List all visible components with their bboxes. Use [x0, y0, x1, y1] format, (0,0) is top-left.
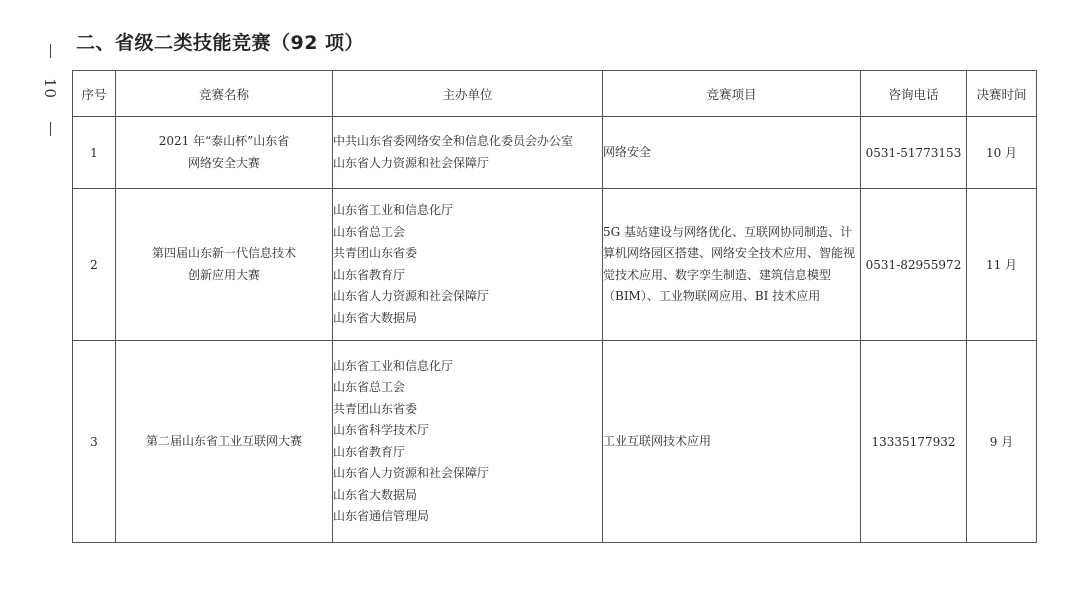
organizer-item: 山东省教育厅	[333, 267, 406, 282]
organizer-item: 中共山东省委网络安全和信息化委员会办公室	[333, 134, 574, 148]
header-name: 竞赛名称	[116, 71, 333, 117]
page-number: 10	[41, 78, 59, 100]
organizer-item: 山东省科学技术厅	[333, 423, 430, 437]
organizer-item: 山东省大数据局	[333, 487, 418, 502]
organizer-item: 共青团山东省委	[333, 246, 418, 260]
organizer-item: 山东省总工会	[333, 380, 406, 394]
row-no: 1	[73, 117, 116, 189]
page-number-margin	[40, 44, 60, 164]
row-organizers	[333, 189, 603, 341]
row-name-line: 创新应用大赛	[187, 267, 260, 282]
table-row	[73, 341, 1037, 543]
competition-table	[72, 70, 1037, 543]
header-organizer: 主办单位	[333, 71, 603, 117]
row-final-time: 11 月	[967, 189, 1037, 341]
table-row	[73, 117, 1037, 189]
row-items: 网络安全	[603, 117, 861, 189]
page-number-dash-top	[50, 44, 51, 58]
row-items: 5G 基站建设与网络优化、互联网协同制造、计算机网络园区搭建、网络安全技术应用、智能视觉技术应用、数字孪生制造、建筑信息模型（BIM）、工业物联网应用、BI 技术应用	[603, 189, 861, 341]
row-name	[116, 117, 333, 189]
row-phone: 13335177932	[861, 341, 967, 543]
row-no: 2	[73, 189, 116, 341]
row-name	[116, 189, 333, 341]
organizer-item: 山东省人力资源和社会保障厅	[333, 155, 490, 170]
row-items: 工业互联网技术应用	[603, 341, 861, 543]
row-organizers	[333, 117, 603, 189]
organizer-item: 山东省工业和信息化厅	[333, 203, 454, 217]
row-name-line: 第二届山东省工业互联网大赛	[145, 433, 302, 448]
organizer-item: 山东省教育厅	[333, 444, 406, 459]
organizer-item: 共青团山东省委	[333, 401, 418, 416]
row-final-time: 9 月	[967, 341, 1037, 543]
table-header-row	[73, 71, 1037, 117]
organizer-item: 山东省人力资源和社会保障厅	[333, 289, 490, 303]
row-no: 3	[73, 341, 116, 543]
section-title: 二、省级二类技能竞赛（92 项）	[76, 32, 365, 54]
row-organizers	[333, 341, 603, 543]
row-phone: 0531-51773153	[861, 117, 967, 189]
organizer-item: 山东省工业和信息化厅	[333, 358, 454, 373]
organizer-item: 山东省总工会	[333, 224, 406, 239]
header-no: 序号	[73, 71, 116, 117]
organizer-item: 山东省通信管理局	[333, 509, 430, 523]
table-row	[73, 189, 1037, 341]
row-name-line: 第四届山东新一代信息技术	[151, 246, 296, 260]
row-phone: 0531-82955972	[861, 189, 967, 341]
row-name	[116, 341, 333, 543]
row-name-line: 2021 年“泰山杯”山东省	[158, 134, 290, 148]
header-final-time: 决赛时间	[967, 71, 1037, 117]
organizer-item: 山东省人力资源和社会保障厅	[333, 466, 490, 480]
organizer-item: 山东省大数据局	[333, 310, 418, 325]
page-number-dash-bottom	[50, 122, 51, 136]
header-phone: 咨询电话	[861, 71, 967, 117]
row-name-line: 网络安全大赛	[187, 155, 260, 170]
header-items: 竞赛项目	[603, 71, 861, 117]
row-final-time: 10 月	[967, 117, 1037, 189]
